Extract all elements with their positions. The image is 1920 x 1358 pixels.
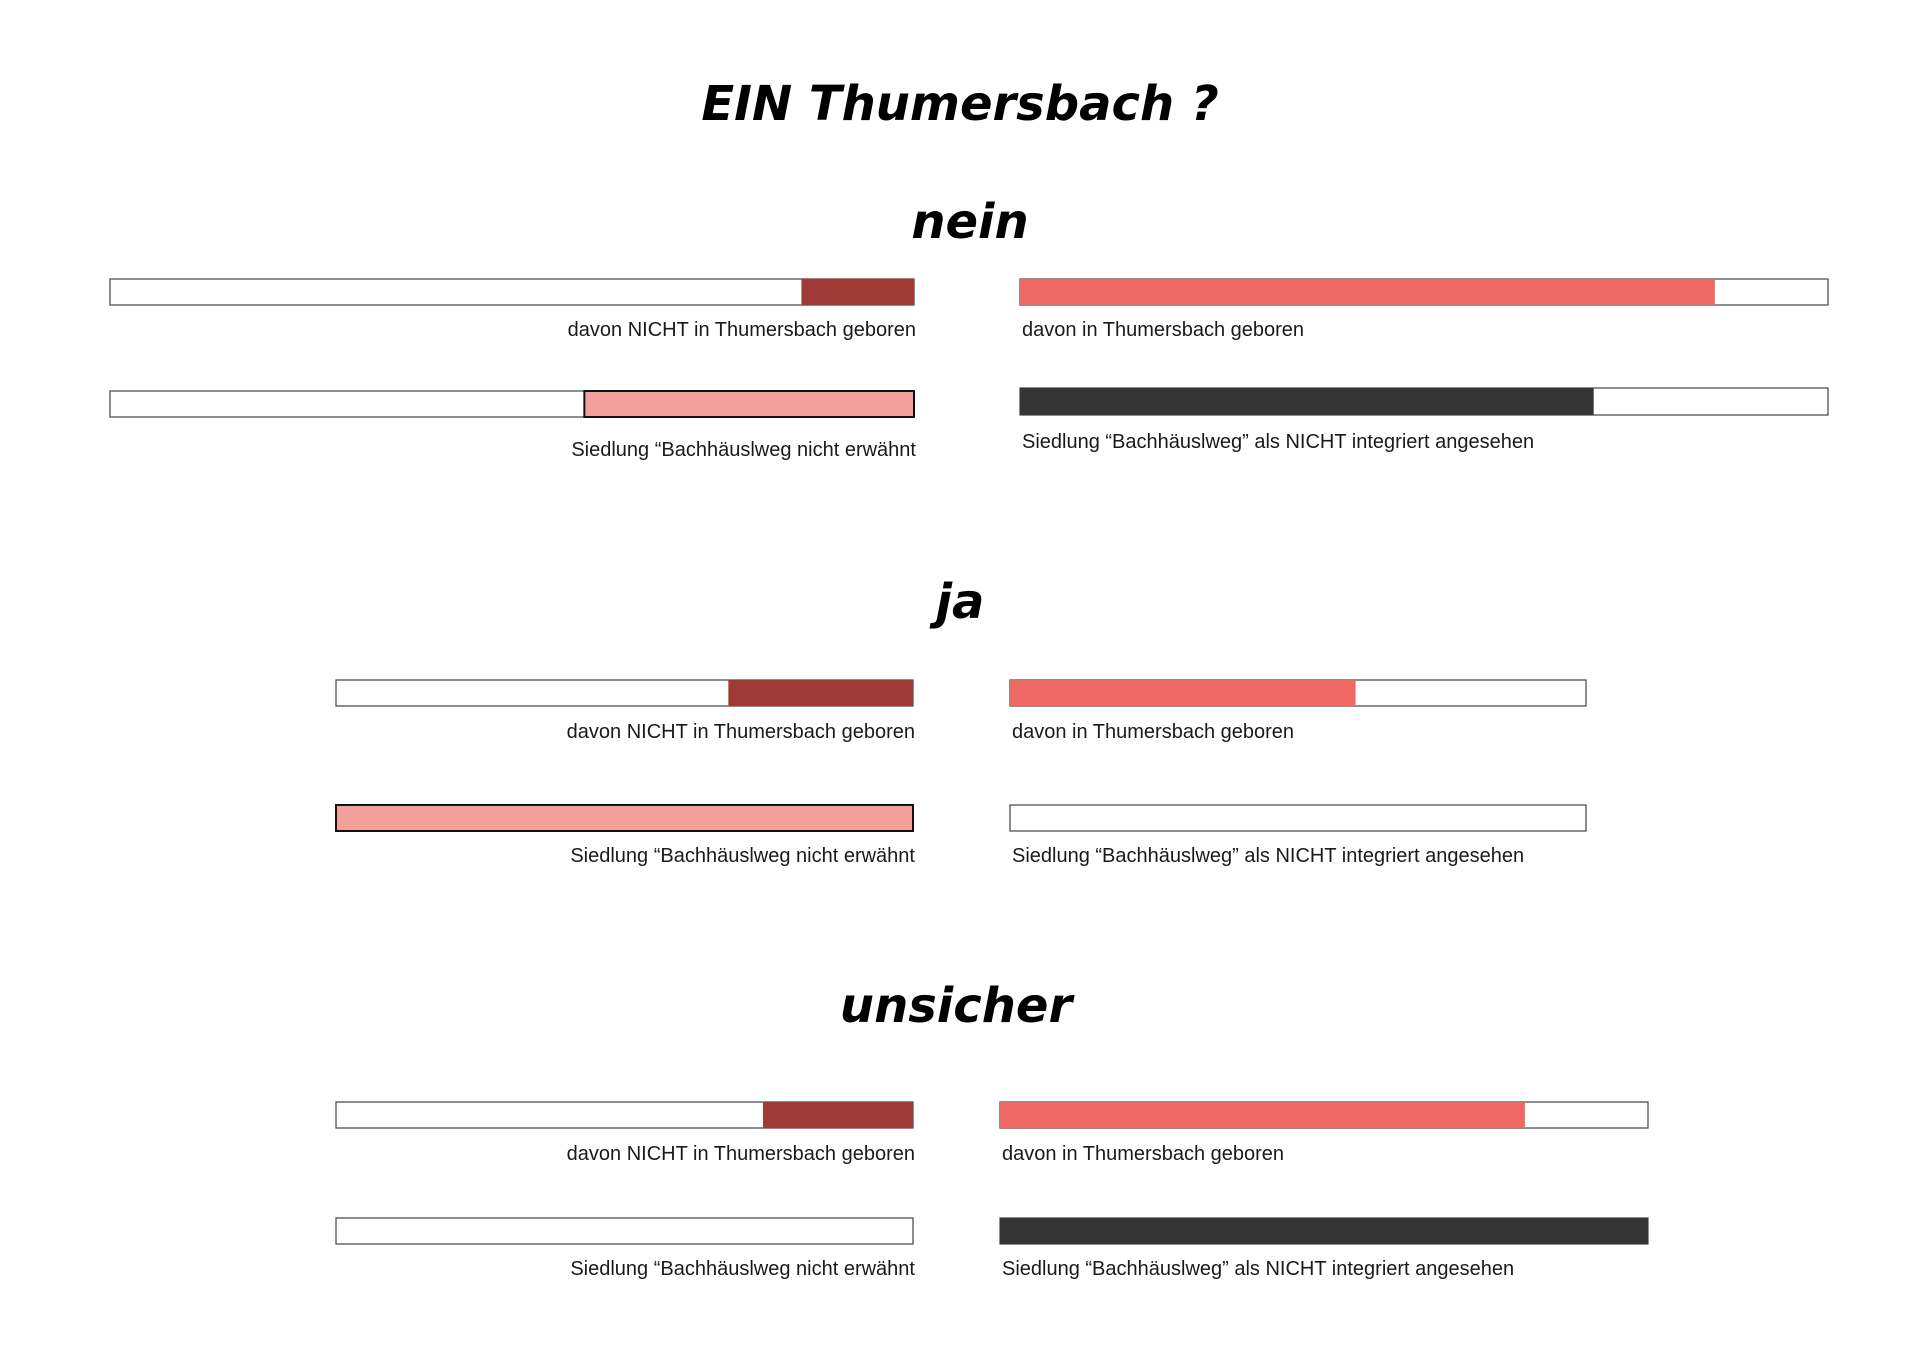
bar-unsicher-right-1-label: davon in Thumersbach geboren [1002, 1143, 1285, 1165]
bar-ja-right-2-track [1010, 805, 1586, 831]
bar-ja-right-1 [1010, 680, 1586, 706]
bar-nein-right-2-label: Siedlung “Bachhäuslweg” als NICHT integriert angesehen [1022, 431, 1535, 453]
bar-ja-right-1-fill [1010, 680, 1356, 706]
bar-ja-right-2-label: Siedlung “Bachhäuslweg” als NICHT integriert angesehen [1012, 845, 1525, 867]
group-heading-ja: ja [935, 574, 985, 630]
bar-ja-left-2-fill [336, 805, 913, 831]
bar-nein-left-2-label: Siedlung “Bachhäuslweg nicht erwähnt [571, 439, 916, 461]
bar-nein-left-1-track [110, 279, 914, 305]
bar-nein-right-1-label: davon in Thumersbach geboren [1022, 319, 1305, 341]
bar-unsicher-left-2 [336, 1218, 913, 1244]
group-heading-unsicher: unsicher [839, 978, 1073, 1034]
bar-nein-left-1 [110, 279, 914, 305]
bar-unsicher-right-1-fill [1000, 1102, 1525, 1128]
bar-unsicher-left-1 [336, 1102, 913, 1128]
bar-nein-left-1-label: davon NICHT in Thumersbach geboren [567, 319, 916, 341]
bar-nein-left-1-fill [801, 279, 914, 305]
bar-ja-left-1-fill [728, 680, 913, 706]
group-heading-nein: nein [911, 194, 1029, 250]
bar-nein-right-1-fill [1020, 279, 1715, 305]
bar-unsicher-left-1-fill [763, 1102, 913, 1128]
bar-nein-right-2 [1020, 388, 1828, 415]
bar-unsicher-left-2-label: Siedlung “Bachhäuslweg nicht erwähnt [570, 1258, 915, 1280]
bar-unsicher-right-2-fill [1000, 1218, 1648, 1244]
bar-ja-right-1-label: davon in Thumersbach geboren [1012, 721, 1295, 743]
bar-unsicher-right-1 [1000, 1102, 1648, 1128]
bar-ja-left-2-label: Siedlung “Bachhäuslweg nicht erwähnt [570, 845, 915, 867]
bar-unsicher-left-1-label: davon NICHT in Thumersbach geboren [566, 1143, 915, 1165]
bar-ja-left-1 [336, 680, 913, 706]
page-title: EIN Thumersbach ? [701, 76, 1219, 132]
bar-nein-right-1 [1020, 279, 1828, 305]
bar-unsicher-right-2-label: Siedlung “Bachhäuslweg” als NICHT integriert angesehen [1002, 1258, 1515, 1280]
bar-unsicher-right-2 [1000, 1218, 1648, 1244]
bar-nein-right-2-fill [1020, 388, 1594, 415]
bar-ja-right-2 [1010, 805, 1586, 831]
bar-nein-left-2-fill [584, 391, 914, 417]
bar-unsicher-left-2-track [336, 1218, 913, 1244]
bar-ja-left-1-label: davon NICHT in Thumersbach geboren [566, 721, 915, 743]
bar-ja-left-2 [336, 805, 913, 831]
bar-nein-left-2 [110, 391, 914, 417]
